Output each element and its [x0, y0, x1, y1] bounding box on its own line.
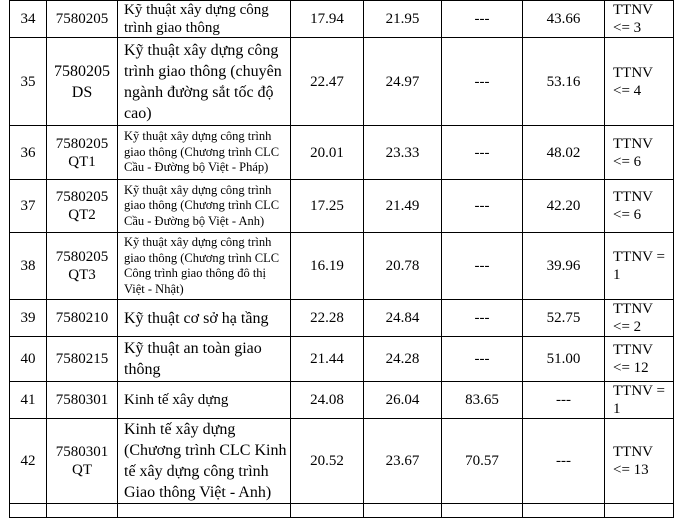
- cell-stt: 37: [10, 180, 47, 233]
- cell-score-2: 21.95: [364, 1, 442, 38]
- cell-score-2: 26.04: [364, 382, 442, 419]
- cell-score-3: ---: [442, 300, 523, 337]
- cell-score-2: 24.28: [364, 337, 442, 382]
- cell-condition: TTNV <= 6: [605, 126, 674, 180]
- cell-score-3: ---: [442, 337, 523, 382]
- cell-score-4: 53.16: [523, 38, 605, 126]
- admission-score-table: [9, 0, 674, 518]
- cell-code: 7580205 DS: [47, 38, 118, 126]
- cell-score-4: 43.66: [523, 1, 605, 38]
- cell-name: Kỹ thuật xây dựng công trình giao thông (Chương trình CLC Công trình giao thông đô thị Việt - Nhật): [118, 233, 291, 300]
- cell-score-1: 17.94: [291, 1, 364, 38]
- cell-stt: 34: [10, 1, 47, 38]
- cell-score-1: 24.08: [291, 382, 364, 419]
- cell-stt: 42: [10, 419, 47, 504]
- cell-code: 7580205 QT2: [47, 180, 118, 233]
- cell-score-4: ---: [523, 419, 605, 504]
- cell-score-4: 42.20: [523, 180, 605, 233]
- table-row-partial: [10, 504, 674, 518]
- table-row: [10, 337, 674, 382]
- table-row: [10, 300, 674, 337]
- cell-condition: TTNV <= 12: [605, 337, 674, 382]
- cell-score-2: 23.33: [364, 126, 442, 180]
- cell-score-3: 83.65: [442, 382, 523, 419]
- cell-score-1: 21.44: [291, 337, 364, 382]
- cell-score-2: 21.49: [364, 180, 442, 233]
- cell-condition: TTNV <= 3: [605, 1, 674, 38]
- table-row: [10, 419, 674, 504]
- cell-score-2: 23.67: [364, 419, 442, 504]
- cell-score-4: 39.96: [523, 233, 605, 300]
- table-row: [10, 382, 674, 419]
- cell-score-1: 20.01: [291, 126, 364, 180]
- cell-code: 7580205 QT3: [47, 233, 118, 300]
- cell-stt: 36: [10, 126, 47, 180]
- cell-name: Kỹ thuật xây dựng công trình giao thông (Chương trình CLC Cầu - Đường bộ Việt - Pháp): [118, 126, 291, 180]
- cell-score-4: 52.75: [523, 300, 605, 337]
- cell-condition: TTNV = 1: [605, 382, 674, 419]
- cell-condition: TTNV <= 13: [605, 419, 674, 504]
- cell-score-2: 24.97: [364, 38, 442, 126]
- cell-score-3: 70.57: [442, 419, 523, 504]
- cell-score-1: 17.25: [291, 180, 364, 233]
- cell-name: Kỹ thuật cơ sở hạ tầng: [118, 300, 291, 337]
- cell-stt: 39: [10, 300, 47, 337]
- cell-stt: 38: [10, 233, 47, 300]
- cell-score-3: ---: [442, 180, 523, 233]
- cell-code: 7580210: [47, 300, 118, 337]
- cell-score-4: 51.00: [523, 337, 605, 382]
- cell-name: Kỹ thuật an toàn giao thông: [118, 337, 291, 382]
- cell-code: 7580301: [47, 382, 118, 419]
- cell-code: 7580215: [47, 337, 118, 382]
- cell-score-3: ---: [442, 1, 523, 38]
- cell-score-1: 20.52: [291, 419, 364, 504]
- cell-condition: TTNV = 1: [605, 233, 674, 300]
- cell-stt: 35: [10, 38, 47, 126]
- cell-score-3: ---: [442, 233, 523, 300]
- table-row: [10, 1, 674, 38]
- table-row: [10, 126, 674, 180]
- cell-score-2: 20.78: [364, 233, 442, 300]
- cell-code: 7580301 QT: [47, 419, 118, 504]
- cell-score-3: ---: [442, 38, 523, 126]
- cell-score-1: 22.47: [291, 38, 364, 126]
- cell-name: Kinh tế xây dựng: [118, 382, 291, 419]
- cell-score-2: 24.84: [364, 300, 442, 337]
- table-row: [10, 233, 674, 300]
- cell-name: Kinh tế xây dựng (Chương trình CLC Kinh tế xây dựng công trình Giao thông Việt - Anh): [118, 419, 291, 504]
- cell-score-1: 16.19: [291, 233, 364, 300]
- cell-condition: TTNV <= 2: [605, 300, 674, 337]
- cell-condition: TTNV <= 4: [605, 38, 674, 126]
- cell-code: 7580205 QT1: [47, 126, 118, 180]
- cell-score-4: ---: [523, 382, 605, 419]
- cell-name: Kỹ thuật xây dựng công trình giao thông (Chương trình CLC Cầu - Đường bộ Việt - Anh): [118, 180, 291, 233]
- cell-score-1: 22.28: [291, 300, 364, 337]
- cell-stt: 41: [10, 382, 47, 419]
- cell-code: 7580205: [47, 1, 118, 38]
- cell-score-3: ---: [442, 126, 523, 180]
- cell-condition: TTNV <= 6: [605, 180, 674, 233]
- table-row: [10, 180, 674, 233]
- cell-name: Kỹ thuật xây dựng công trình giao thông (chuyên ngành đường sắt tốc độ cao): [118, 38, 291, 126]
- cell-name: Kỹ thuật xây dựng công trình giao thông: [118, 1, 291, 38]
- cell-score-4: 48.02: [523, 126, 605, 180]
- cell-stt: 40: [10, 337, 47, 382]
- table-row: [10, 38, 674, 126]
